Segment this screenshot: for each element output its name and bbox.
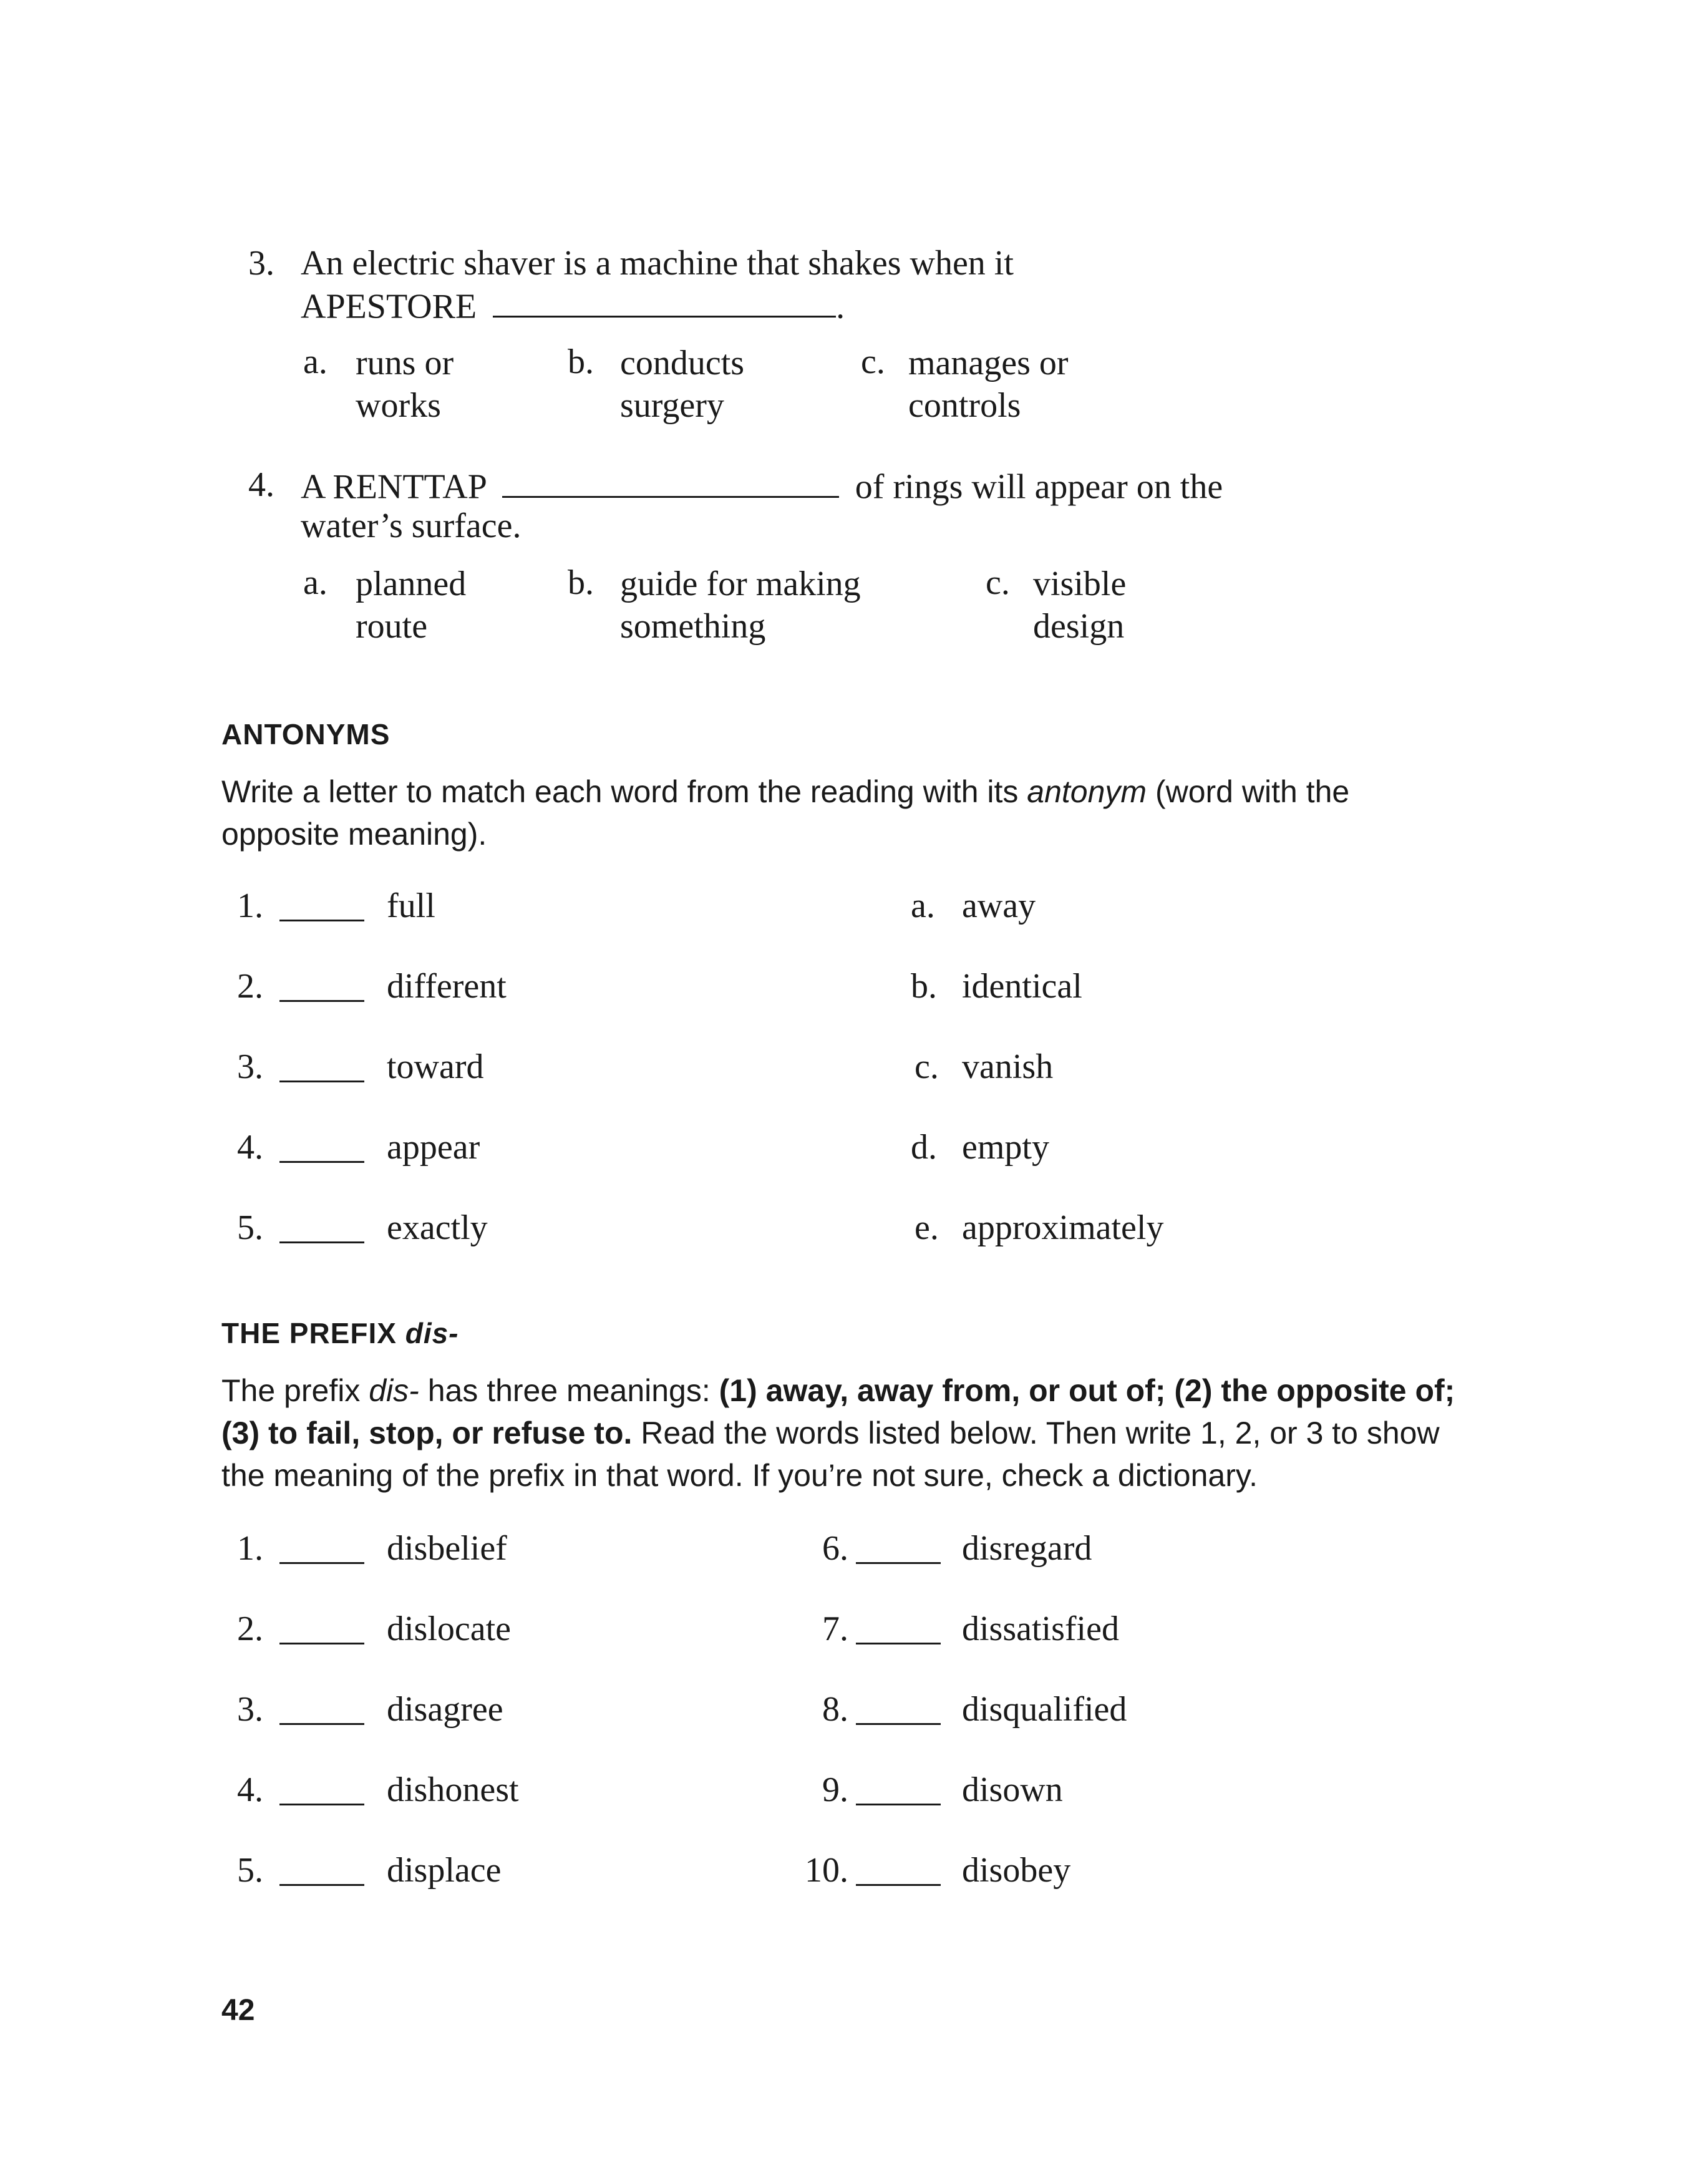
question-3 [248, 243, 274, 283]
prefix-instructions: The prefix dis- has three meanings: (1) away, away from, or out of; (2) the opposite of; (3) to fail, stop, or refuse to. Read the words listed below. Then write 1, 2, or 3 to show the meaning of the prefix in that word. If you’re not sure, check a dictionary. [221, 1373, 1455, 1493]
question-4-line2: water’s surface. [301, 507, 522, 545]
antonym-option-word: identical [962, 967, 1082, 1006]
answer-blank[interactable] [856, 1852, 941, 1886]
prefix-word: dislocate [387, 1610, 512, 1648]
answer-blank[interactable] [279, 1530, 364, 1564]
q4-option-a[interactable]: a. [303, 563, 328, 602]
antonym-word: toward [387, 1047, 484, 1086]
q4-option-c[interactable]: c. [986, 563, 1010, 602]
antonym-row-2: 2. [237, 967, 263, 1006]
prefix-word: disobey [962, 1851, 1071, 1890]
antonym-word: full [387, 886, 435, 925]
antonym-word: different [387, 967, 507, 1006]
q4-option-b[interactable]: b. [568, 563, 594, 602]
q3-option-c-text: manages or controls [908, 344, 1069, 425]
question-4 [248, 465, 274, 505]
prefix-word: disown [962, 1770, 1063, 1809]
antonym-word: appear [387, 1128, 480, 1167]
answer-blank[interactable] [279, 1852, 364, 1886]
prefix-word: disqualified [962, 1690, 1127, 1729]
prefix-word: dishonest [387, 1770, 519, 1809]
prefix-word: disagree [387, 1690, 503, 1729]
antonym-row-3: 3. [237, 1047, 263, 1086]
prefix-row-7: 7. [822, 1610, 848, 1648]
antonym-row-5: 5. [237, 1208, 263, 1247]
answer-blank[interactable] [502, 465, 839, 498]
prefix-row-2: 2. [237, 1610, 263, 1648]
prefix-word: disbelief [387, 1529, 507, 1568]
prefix-word: disregard [962, 1529, 1092, 1568]
answer-blank[interactable] [856, 1771, 941, 1805]
answer-blank[interactable] [279, 1048, 364, 1082]
prefix-row-8: 8. [822, 1690, 848, 1729]
answer-blank[interactable] [279, 968, 364, 1002]
answer-blank[interactable] [279, 887, 364, 921]
answer-blank[interactable] [279, 1129, 364, 1163]
answer-blank[interactable] [856, 1610, 941, 1644]
answer-blank[interactable] [279, 1610, 364, 1644]
antonym-option-letter: a. [911, 886, 935, 925]
answer-blank[interactable] [493, 284, 836, 318]
prefix-row-6: 6. [822, 1529, 848, 1568]
q4-option-a-text: planned route [356, 565, 467, 646]
q3-option-a-text: runs or works [356, 344, 454, 425]
prefix-row-4: 4. [237, 1770, 263, 1809]
q4-option-b-text: guide for making something [620, 565, 861, 646]
antonyms-heading: ANTONYMS [221, 718, 391, 750]
scrambled-word: APESTORE [301, 287, 477, 326]
prefix-row-1: 1. [237, 1529, 263, 1568]
q3-option-c[interactable]: c. [861, 342, 885, 381]
antonym-option-letter: b. [911, 967, 937, 1006]
prefix-row-3: 3. [237, 1690, 263, 1729]
prefix-row-9: 9. [822, 1770, 848, 1809]
prefix-word: dissatisfied [962, 1610, 1119, 1648]
scrambled-word: A RENTTAP [301, 467, 486, 507]
question-4-text: A RENTTAP of rings will appear on the [301, 465, 1223, 507]
answer-blank[interactable] [279, 1691, 364, 1725]
q3-option-b[interactable]: b. [568, 342, 594, 381]
page-number: 42 [221, 1994, 255, 2027]
question-number: 3. [248, 244, 274, 283]
antonyms-instructions: Write a letter to match each word from the reading with its antonym (word with the opposite meaning). [221, 774, 1350, 852]
antonym-row-4: 4. [237, 1128, 263, 1167]
q4-option-c-text: visible design [1033, 565, 1127, 646]
answer-blank[interactable] [279, 1771, 364, 1805]
answer-blank[interactable] [279, 1209, 364, 1243]
antonym-option-letter: c. [915, 1047, 939, 1086]
question-3-text: An electric shaver is a machine that shakes when it [301, 244, 1014, 283]
antonym-option-letter: d. [911, 1128, 937, 1167]
antonym-option-word: approximately [962, 1208, 1164, 1247]
antonym-option-word: away [962, 886, 1036, 925]
prefix-word: displace [387, 1851, 502, 1890]
answer-blank[interactable] [856, 1530, 941, 1564]
question-3-line2: APESTORE . [301, 284, 845, 326]
question-number: 4. [248, 465, 274, 504]
antonym-option-word: vanish [962, 1047, 1054, 1086]
q3-option-b-text: conducts surgery [620, 344, 745, 425]
antonym-option-word: empty [962, 1128, 1049, 1167]
antonym-option-letter: e. [915, 1208, 939, 1247]
prefix-row-10: 10. [805, 1851, 848, 1890]
antonym-row-1: 1. [237, 886, 263, 925]
prefix-row-5: 5. [237, 1851, 263, 1890]
answer-blank[interactable] [856, 1691, 941, 1725]
antonym-word: exactly [387, 1208, 488, 1247]
q3-option-a[interactable]: a. [303, 342, 328, 381]
prefix-heading: THE PREFIX dis- [221, 1317, 459, 1349]
